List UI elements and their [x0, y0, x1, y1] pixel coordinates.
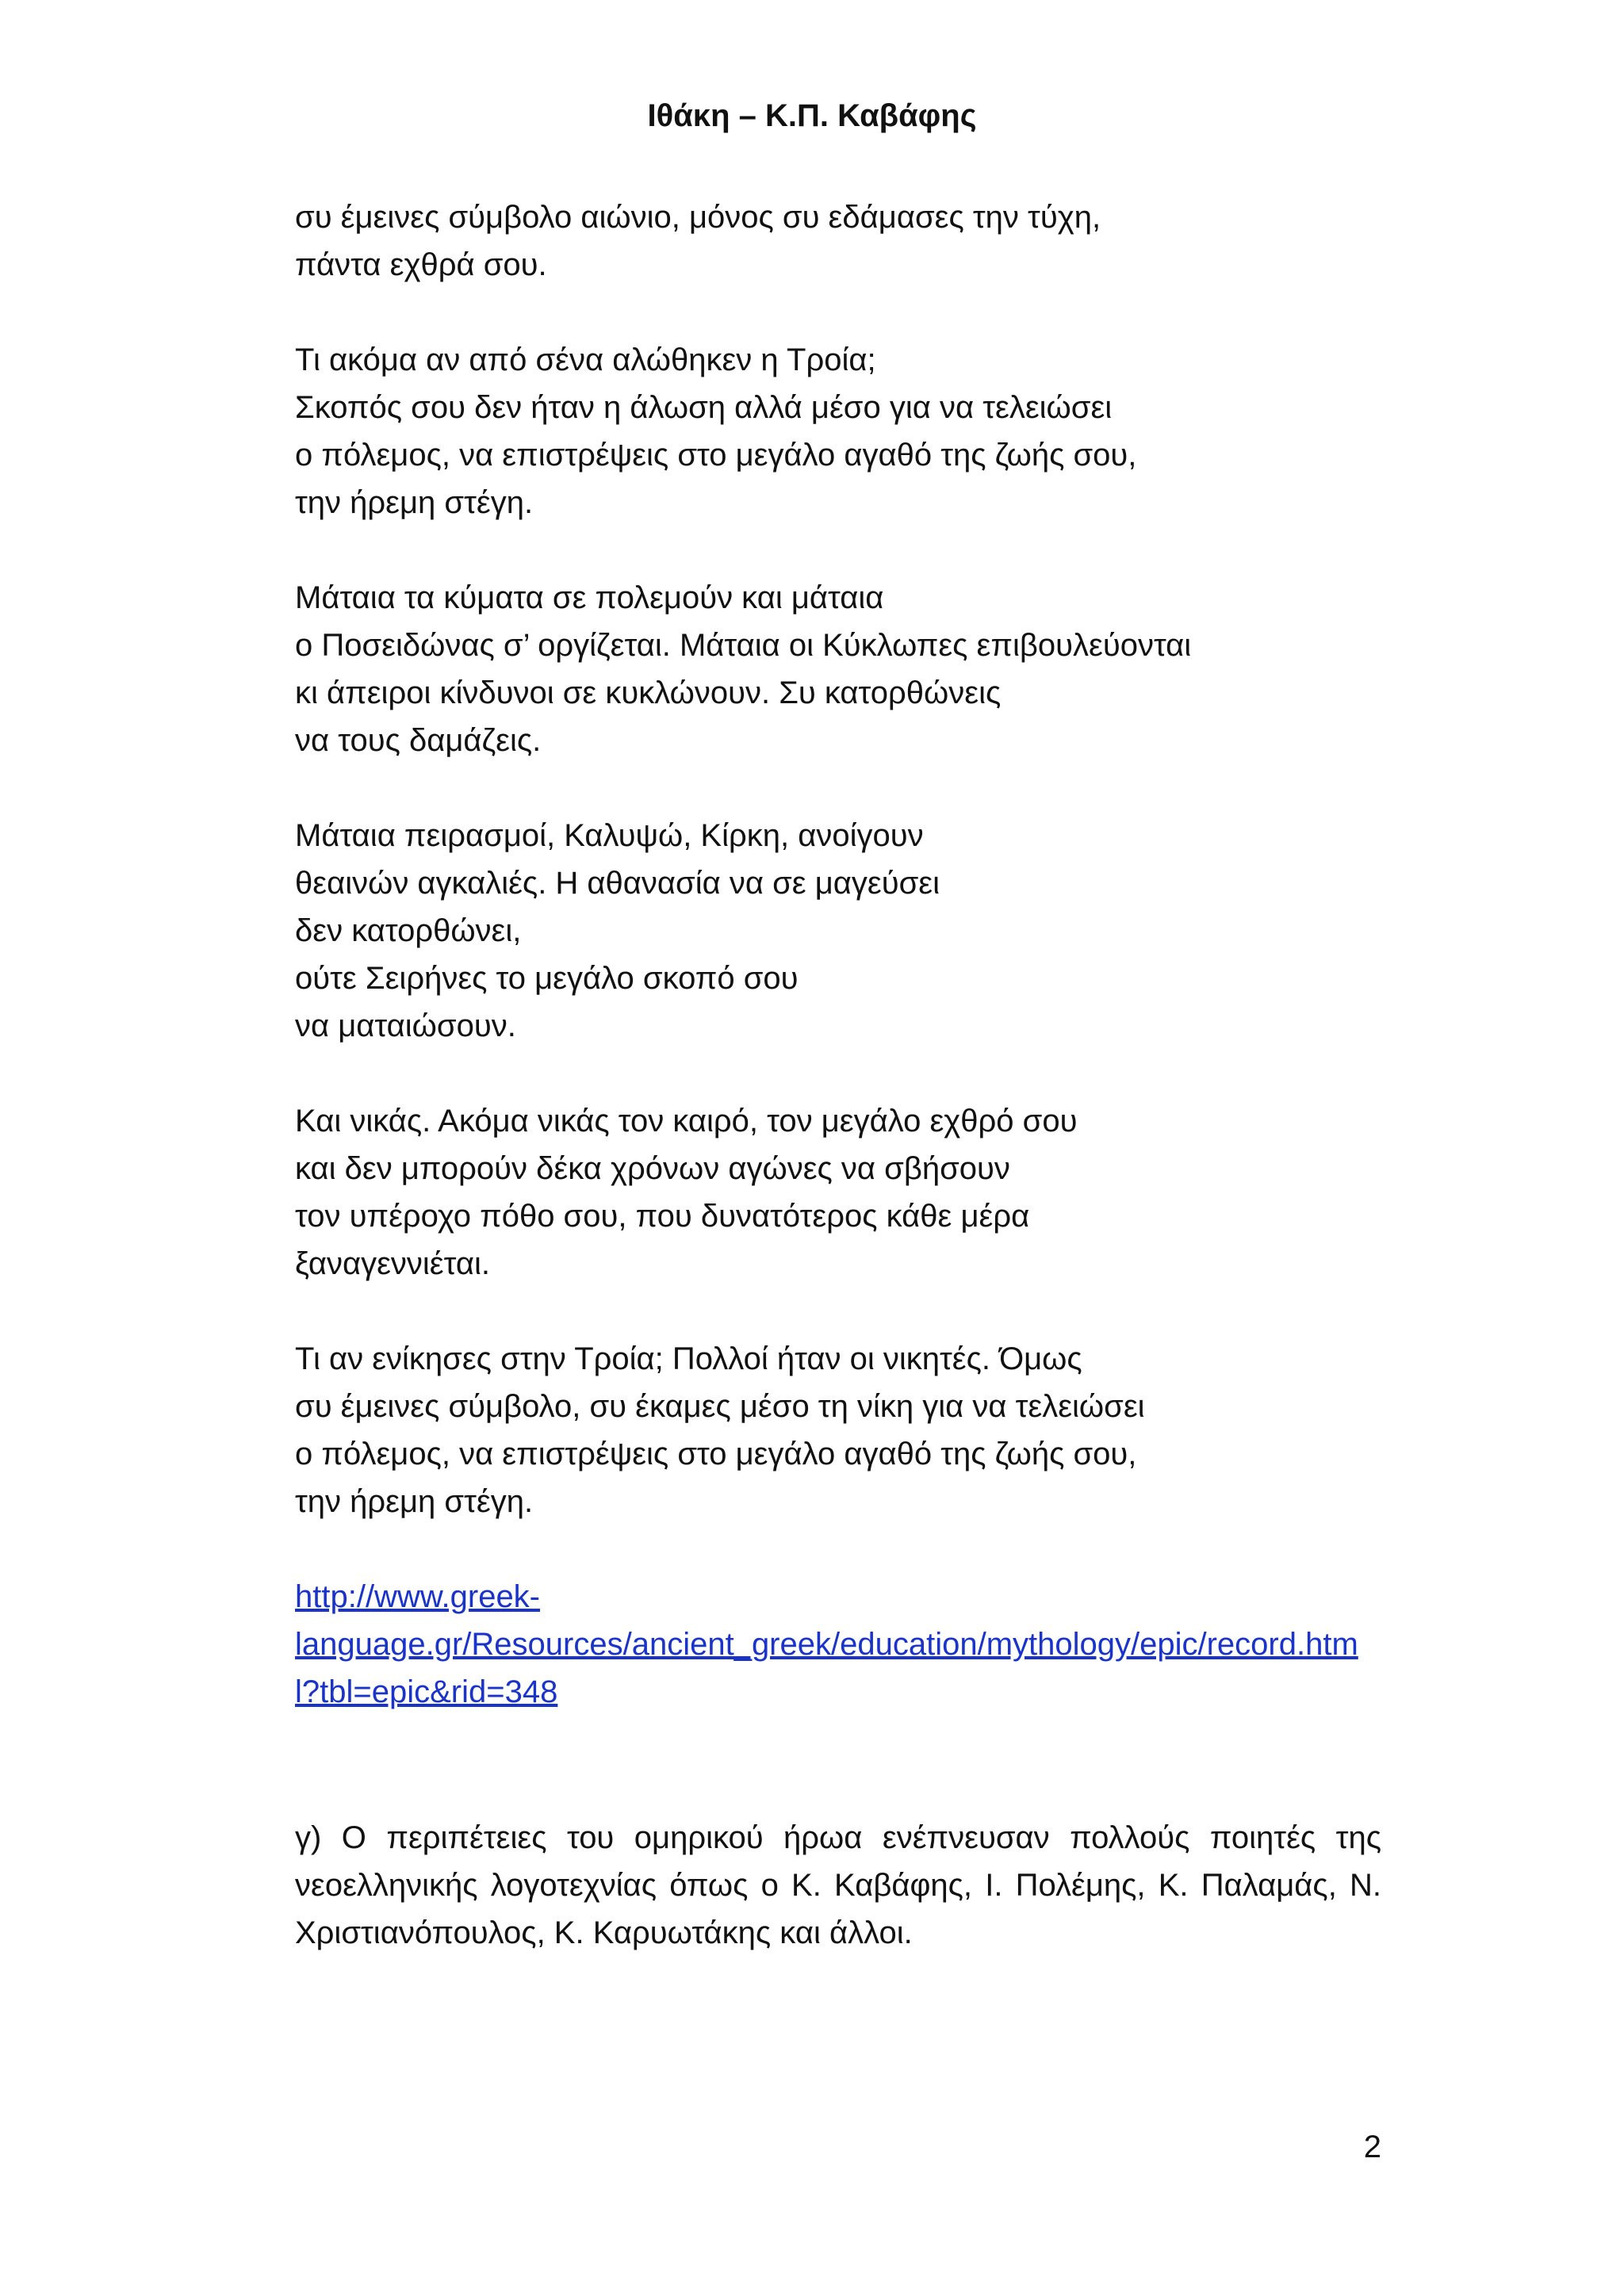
page-title: Ιθάκη – Κ.Π. Καβάφης — [647, 98, 977, 133]
page-number: 2 — [1363, 2130, 1381, 2164]
poem-line: ο πόλεμος, να επιστρέψεις στο μεγάλο αγαθό της ζωής σου, — [295, 438, 1137, 473]
poem-line: Και νικάς. Ακόμα νικάς τον καιρό, τον μεγάλο εχθρό σου — [295, 1104, 1078, 1138]
poem-stanza — [295, 574, 1381, 764]
poem-line: να ματαιώσουν. — [295, 1008, 516, 1043]
poem-line: δεν κατορθώνει, — [295, 913, 522, 948]
poem-line: τον υπέροχο πόθο σου, που δυνατότερος κάθε μέρα — [295, 1199, 1030, 1234]
poem-stanza — [295, 1097, 1381, 1288]
poem-stanza — [295, 812, 1381, 1050]
poem-line: συ έμεινες σύμβολο, συ έκαμες μέσο τη νίκη για να τελειώσει — [295, 1389, 1145, 1424]
poem-body — [295, 193, 1381, 1716]
poem-line: ο Ποσειδώνας σ’ οργίζεται. Μάταια οι Κύκλωπες επιβουλεύονται — [295, 628, 1192, 663]
source-link-line[interactable]: http://www.greek- — [295, 1579, 541, 1614]
poem-line: και δεν μπορούν δέκα χρόνων αγώνες να σβήσουν — [295, 1151, 1010, 1186]
poem-line: να τους δαμάζεις. — [295, 723, 542, 758]
poem-line: ο πόλεμος, να επιστρέψεις στο μεγάλο αγαθό της ζωής σου, — [295, 1437, 1137, 1471]
poem-line: Τι ακόμα αν από σένα αλώθηκεν η Τροία; — [295, 342, 876, 377]
poem-line: συ έμεινες σύμβολο αιώνιο, μόνος συ εδάμασες την τύχη, — [295, 200, 1101, 235]
source-link-line[interactable]: language.gr/Resources/ancient_greek/education/mythology/epic/record.htm — [295, 1627, 1358, 1662]
poem-line: θεαινών αγκαλιές. Η αθανασία να σε μαγεύσει — [295, 866, 940, 901]
poem-line: την ήρεμη στέγη. — [295, 485, 534, 520]
body-paragraph: γ) Ο περιπέτειες του ομηρικού ήρωα ενέπνευσαν πολλούς ποιητές της νεοελληνικής λογοτεχνίας όπως ο Κ. Καβάφης, Ι. Πολέμης, Κ. Παλαμάς, Ν. Χριστιανόπουλος, Κ. Καρυωτάκης και άλλοι. — [295, 1820, 1381, 1950]
poem-line: κι άπειροι κίνδυνοι σε κυκλώνουν. Συ κατορθώνεις — [295, 675, 1002, 710]
poem-line: Μάταια πειρασμοί, Καλυψώ, Κίρκη, ανοίγουν — [295, 818, 924, 853]
poem-stanza — [295, 336, 1381, 526]
poem-line: την ήρεμη στέγη. — [295, 1484, 534, 1519]
source-link[interactable] — [295, 1573, 1381, 1716]
poem-line: Τι αν ενίκησες στην Τροία; Πολλοί ήταν οι νικητές. Όμως — [295, 1341, 1082, 1376]
poem-line: Μάταια τα κύματα σε πολεμούν και μάταια — [295, 580, 884, 615]
poem-line: ξαναγεννιέται. — [295, 1246, 490, 1281]
poem-line: Σκοπός σου δεν ήταν η άλωση αλλά μέσο για να τελειώσει — [295, 390, 1113, 425]
poem-line: ούτε Σειρήνες το μεγάλο σκοπό σου — [295, 961, 799, 996]
poem-stanza — [295, 193, 1381, 289]
poem-line: πάντα εχθρά σου. — [295, 247, 547, 282]
source-link-line[interactable]: l?tbl=epic&rid=348 — [295, 1674, 558, 1709]
poem-stanza — [295, 1335, 1381, 1525]
